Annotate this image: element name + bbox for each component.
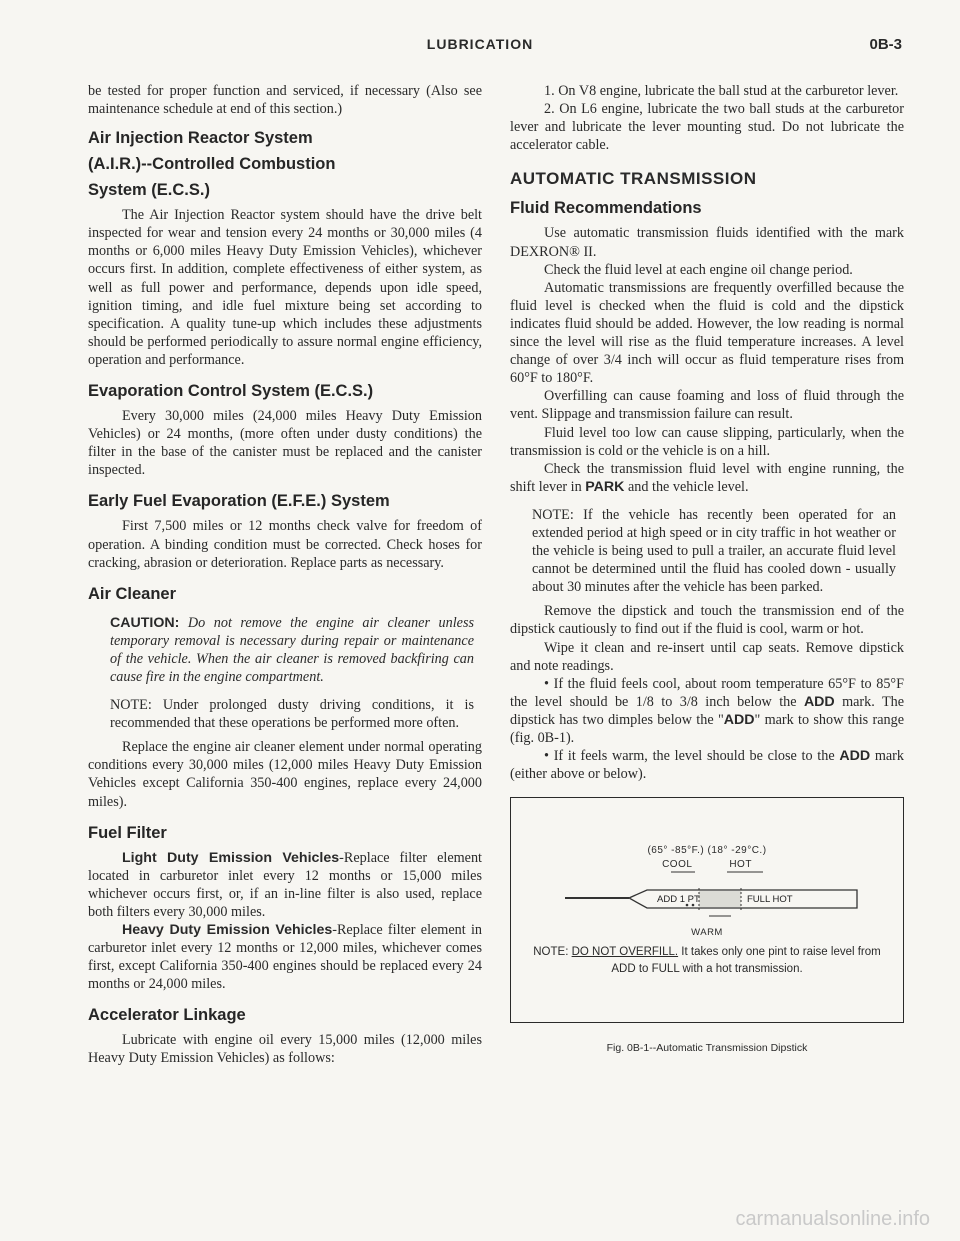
fluid-p3: Automatic transmissions are frequently overfilled because the fluid level is checked when the fluid is cold and the dipstick indicates fluid should be added. However, the low reading is normal since the level will rise as the fluid temperature increases. A level change of over 3/4 inch will occur as fluid temperature rises from 60°F to 180°F. [510, 279, 904, 387]
park-label: PARK [585, 478, 625, 495]
fuel-filter-light [88, 849, 482, 921]
bullet-cool: • If the fluid feels cool, about room temperature 65°F to 85°F the level should be 1/8 to 3/8 inch below the ADD mark. The dipstick has two dimples below the "ADD" mark to show this range (fig. 0B-1). [510, 675, 905, 746]
fuel-filter-heading: Fuel Filter [88, 823, 167, 842]
section-title: LUBRICATION [426, 36, 534, 52]
automatic-transmission-title: AUTOMATIC TRANSMISSION [510, 169, 757, 189]
figure-note: NOTE: DO NOT OVERFILL. It takes only one pint to raise level from ADD to FULL with a hot transmission. [533, 946, 881, 976]
note-block [110, 696, 474, 732]
fluid-recommendations-heading: Fluid Recommendations [510, 199, 702, 218]
dipstick-drawing [511, 868, 903, 928]
warm-range-shading [699, 891, 741, 907]
caution-text: Do not remove the engine air cleaner unless temporary removal is necessary during repair or maintenance of the vehicle. When the air cleaner is removed backfiring can cause fire in the engine compartment. [110, 614, 474, 685]
evaporation-body: Every 30,000 miles (24,000 miles Heavy Duty Emission Vehicles) or 24 months, (more often under dusty conditions) the filter in the base of the canister must be replaced and the canister inspected. [88, 408, 482, 479]
hot-label: HOT [729, 859, 752, 871]
right-column [510, 82, 904, 1057]
page-header [0, 36, 960, 56]
fluid-p4: Overfilling can cause foaming and loss of fluid through the vent. Slippage and transmission failure can result. [510, 388, 904, 423]
heavy-duty-text: -Replace filter element in carburetor inlet every 12 months or 12,000 miles, whichever comes first, except California 350-400 engines should be replaced every 24 months or 24,000 miles. [88, 922, 482, 993]
cool-label: COOL [662, 859, 693, 871]
warm-label: WARM [691, 927, 723, 939]
step-2: 2. On L6 engine, lubricate the two ball studs at the carburetor lever and lubricate the lever mounting stud. Do not lubricate the accelerator cable. [510, 101, 904, 154]
dipstick-figure [510, 797, 904, 1023]
accelerator-heading: Accelerator Linkage [88, 1006, 246, 1025]
fluid-p7: Remove the dipstick and touch the transmission end of the dipstick cautiously to find out if the fluid is cool, warm or hot. [510, 603, 904, 638]
air-injection-heading-3: System (E.C.S.) [88, 181, 210, 200]
transmission-note: NOTE: If the vehicle has recently been operated for an extended period at high speed or in city traffic in hot weather or the vehicle is being used to pull a trailer, an accurate fluid level cannot be determined until the fluid has cooled down - usually about 30 minutes after the vehicle has been parked. [532, 506, 896, 596]
air-injection-body: The Air Injection Reactor system should have the drive belt inspected for wear and tension every 24 months or 30,000 miles (4 months or 6,000 miles Heavy Duty Emission Vehicles), whichever occurs first. In addition, complete effectiveness of either system, as well as full power and performance, depends upon idle speed, ignition timing, and idle fuel mixture being set according to specification. A quality tune-up which includes these adjustments should be performed periodically to assure normal engine efficiency, operation and performance. [88, 207, 482, 368]
transmission-note-block [532, 506, 896, 596]
bullet-warm: • If it feels warm, the level should be close to the ADD mark (either above or below). [510, 748, 904, 783]
air-injection-heading-1: Air Injection Reactor System [88, 129, 313, 148]
fluid-p5: Fluid level too low can cause slipping, particularly, when the transmission is cold or the vehicle is on a hill. [510, 424, 904, 459]
air-cleaner-note: NOTE: Under prolonged dusty driving conditions, it is recommended that these operations be performed more often. [110, 697, 474, 732]
early-fuel-heading: Early Fuel Evaporation (E.F.E.) System [88, 492, 390, 511]
light-duty-text: -Replace filter element located in carburetor inlet every 12 months or 15,000 miles whichever occurs first, or, if an in-line filter is also used, replace both filters every 30,000 miles. [88, 849, 483, 920]
heavy-duty-label: Heavy Duty Emission Vehicles [122, 922, 333, 938]
page-number: 0B-3 [869, 36, 902, 53]
accelerator-body: Lubricate with engine oil every 15,000 miles (12,000 miles Heavy Duty Emission Vehicles) as follows: [88, 1032, 482, 1067]
evaporation-heading: Evaporation Control System (E.C.S.) [88, 382, 374, 401]
air-injection-heading-2: (A.I.R.)--Controlled Combustion [88, 155, 336, 174]
fluid-p8: Wipe it clean and re-insert until cap seats. Remove dipstick and note readings. [510, 639, 904, 674]
figure-temperatures: (65° -85°F.) (18° -29°C.) [647, 845, 767, 857]
left-column [88, 82, 482, 1068]
air-cleaner-heading: Air Cleaner [88, 584, 177, 603]
fluid-p1: Use automatic transmission fluids identified with the mark DEXRON® II. [510, 225, 904, 260]
fluid-p2: Check the fluid level at each engine oil change period. [544, 261, 853, 278]
light-duty-label: Light Duty Emission Vehicles [122, 849, 340, 866]
do-not-overfill: DO NOT OVERFILL. [571, 946, 679, 959]
caution-block [110, 614, 474, 686]
fuel-filter-heavy [88, 921, 482, 993]
figure-caption: Fig. 0B-1--Automatic Transmission Dipstick [606, 1042, 808, 1055]
fluid-p6: Check the transmission fluid level with engine running, the shift lever in PARK and the vehicle level. [510, 460, 904, 495]
air-cleaner-body: Replace the engine air cleaner element under normal operating conditions every 30,000 miles (12,000 miles Heavy Duty Emission Vehicles except California 350-400 engines, replace every 24,000 miles). [88, 739, 482, 810]
caution-label: CAUTION: [110, 614, 180, 631]
step-1: 1. On V8 engine, lubricate the ball stud at the carburetor lever. [544, 83, 899, 99]
early-fuel-body: First 7,500 miles or 12 months check valve for freedom of operation. A binding condition must be corrected. Check hoses for cracking, abrasion or deterioration. Replace parts as necessary. [88, 518, 482, 571]
watermark: carmanualsonline.info [735, 1208, 930, 1230]
full-hot-label: FULL HOT [747, 894, 793, 906]
intro-paragraph: be tested for proper function and serviced, if necessary (Also see maintenance schedule at end of this section.) [88, 83, 482, 118]
add-1pt-label: ADD 1 PT [657, 894, 700, 906]
